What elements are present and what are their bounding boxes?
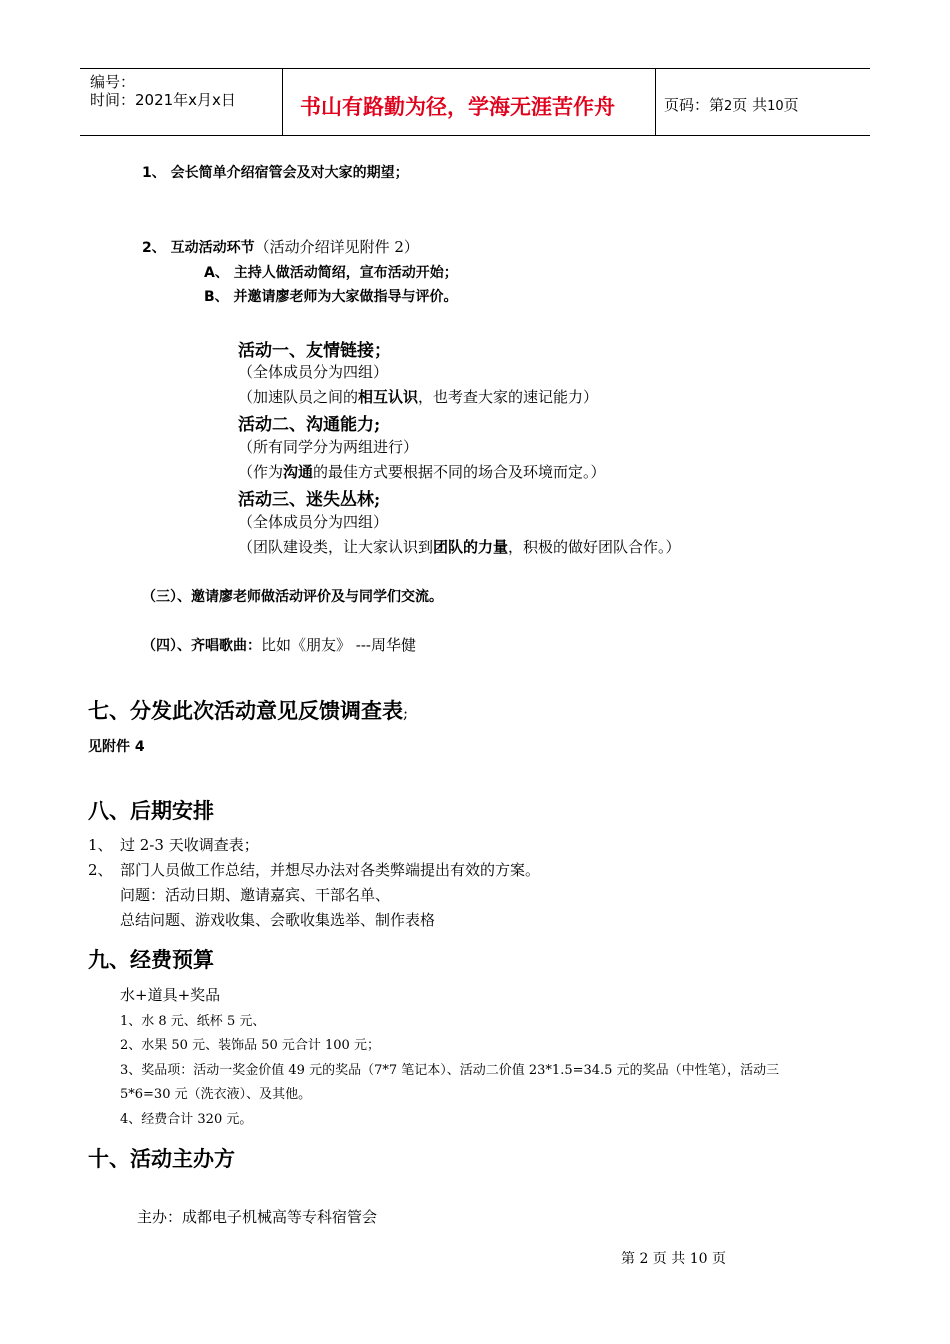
section-10-title: 十、活动主办方 <box>88 1146 235 1171</box>
section-8-item2-num: 2、 <box>88 861 113 879</box>
section-7-title: 七、分发此次活动意见反馈调查表 <box>88 698 403 723</box>
section-8-title: 八、后期安排 <box>88 798 214 823</box>
activity-1-line2 <box>238 386 598 407</box>
header-top-border <box>80 68 870 69</box>
section-8-item1: 过 2-3 天收调查表； <box>120 836 259 854</box>
activity-1-line1: （全体成员分为四组） <box>238 363 389 381</box>
section-9-line2: 2、水果 50 元、装饰品 50 元合计 100 元； <box>120 1038 380 1053</box>
activity-1-line2-bold: 相互认识 <box>358 388 419 406</box>
page-current: 2 <box>724 99 733 114</box>
activity-1-title: 活动一、友情链接； <box>238 341 391 361</box>
section-8-line4: 总结问题、游戏收集、会歌收集选举、制作表格 <box>120 911 436 929</box>
agenda-item-1: 1、 会长简单介绍宿管会及对大家的期望； <box>142 165 409 181</box>
page-middle: 页 共 <box>732 96 768 114</box>
activity-1-line2-pre: （加速队员之间的 <box>238 388 359 406</box>
header-divider-left <box>282 68 283 136</box>
section-9-title: 九、经费预算 <box>88 947 214 972</box>
section-9-line4: 4、经费合计 320 元。 <box>120 1112 253 1127</box>
section-9-line1: 1、水 8 元、纸杯 5 元、 <box>120 1014 266 1029</box>
header-number-label: 编号： <box>90 73 136 91</box>
page-total: 10 <box>767 99 784 114</box>
activity-2-line2-bold: 沟通 <box>283 463 314 481</box>
header-bottom-border <box>80 135 870 136</box>
section-7-heading <box>88 695 408 725</box>
section-8-item2: 部门人员做工作总结，并想尽办法对各类弊端提出有效的方案。 <box>120 861 541 879</box>
activity-3-title: 活动三、迷失丛林; <box>238 490 381 510</box>
step-4-bold: （四）、齐唱歌曲： <box>142 638 261 654</box>
section-7-title-tail: ; <box>403 704 409 722</box>
activity-1-line2-post: ，也考查大家的速记能力） <box>418 388 599 406</box>
page-footer: 第 2 页 共 10 页 <box>621 1251 726 1267</box>
header-divider-right <box>655 68 656 136</box>
header-motto: 书山有路勤为径，学海无涯苦作舟 <box>300 95 615 119</box>
activity-2-line2 <box>238 461 606 482</box>
section-7-note: 见附件 4 <box>88 739 145 755</box>
header-date: 时间：2021年x月x日 <box>90 91 236 109</box>
step-3: （三）、邀请廖老师做活动评价及与同学们交流。 <box>142 589 443 605</box>
activity-3-line2-bold: 团队的力量 <box>433 538 509 556</box>
activity-3-line1: （全体成员分为四组） <box>238 513 389 531</box>
activity-2-title: 活动二、沟通能力; <box>238 415 381 435</box>
agenda-item-2 <box>142 236 419 257</box>
activity-3-line2 <box>238 536 681 557</box>
activity-3-line2-post: ，积极的做好团队合作。） <box>508 538 681 556</box>
section-9-summary: 水+道具+奖品 <box>120 986 221 1004</box>
agenda-item-2a: A、 主持人做活动简绍，宣布活动开始； <box>204 265 458 281</box>
activity-2-line2-post: 的最佳方式要根据不同的场合及环境而定。） <box>313 463 606 481</box>
activity-2-line1: （所有同学分为两组进行） <box>238 438 419 456</box>
activity-2-line2-pre: （作为 <box>238 463 284 481</box>
header-page-info <box>664 94 799 115</box>
agenda-item-2-note: （活动介绍详见附件 2） <box>254 238 419 256</box>
section-10-host: 主办：成都电子机械高等专科宿管会 <box>137 1208 378 1226</box>
activity-3-line2-pre: （团队建设类，让大家认识到 <box>238 538 434 556</box>
agenda-item-2b: B、 并邀请廖老师为大家做指导与评价。 <box>204 289 458 305</box>
step-4 <box>142 634 416 655</box>
section-8-item1-num: 1、 <box>88 836 113 854</box>
page-prefix: 页码：第 <box>664 96 725 114</box>
page-suffix: 页 <box>783 96 799 114</box>
agenda-item-2-title: 2、 互动活动环节 <box>142 240 255 256</box>
step-4-rest: 比如《朋友》 ---周华健 <box>261 636 416 654</box>
section-9-line3a: 3、奖品项：活动一奖金价值 49 元的奖品（7*7 笔记本）、活动二价值 23*1.5=34.5 元的奖品（中性笔），活动三 <box>120 1063 780 1078</box>
section-8-line3: 问题：活动日期、邀请嘉宾、干部名单、 <box>120 886 391 904</box>
section-9-line3b: 5*6=30 元（洗衣液）、及其他。 <box>120 1087 312 1102</box>
